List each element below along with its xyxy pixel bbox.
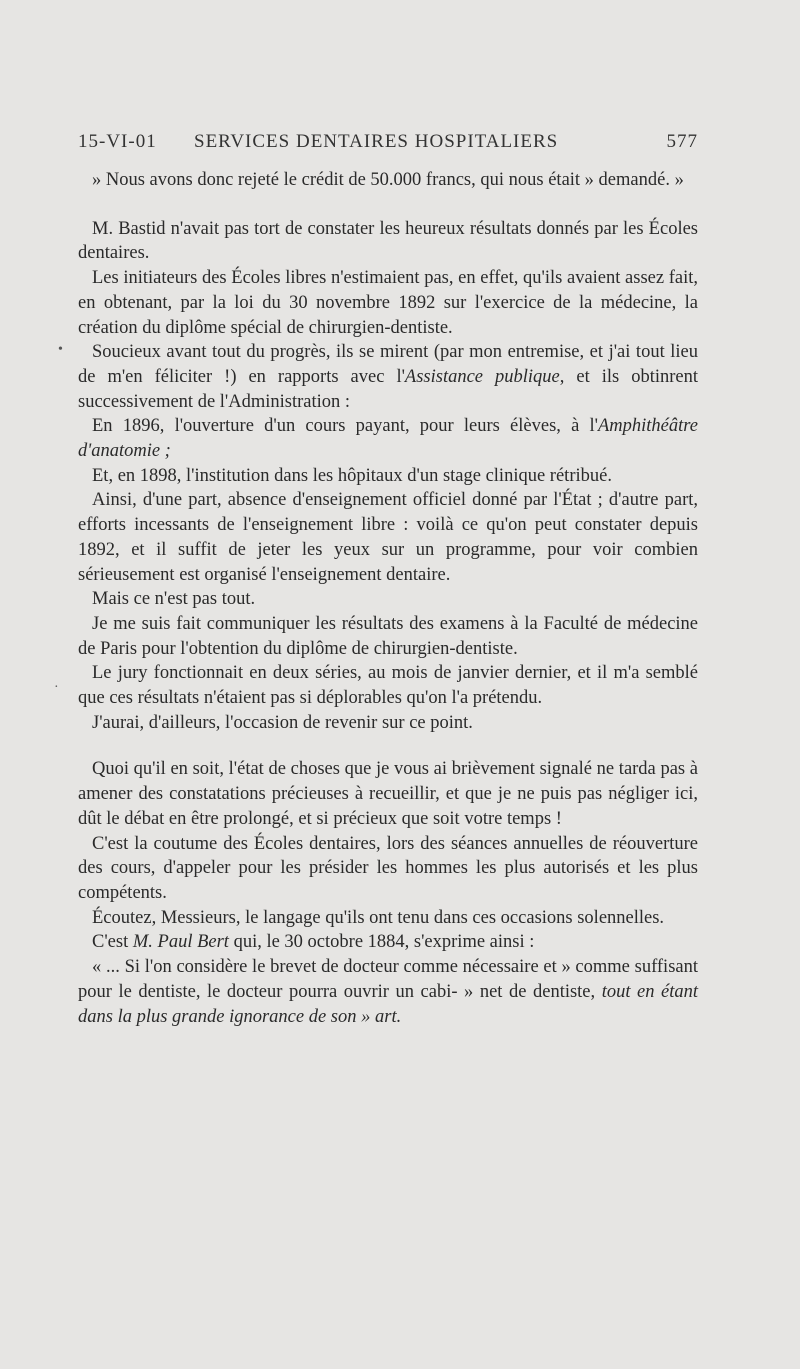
paragraph: J'aurai, d'ailleurs, l'occasion de revenir sur ce point. — [92, 712, 473, 733]
italic-text: tout en étant dans la plus grande ignorance de son » art. — [78, 981, 698, 1027]
paragraph: Je me suis fait communiquer les résultats des examens à la Faculté de médecine de Paris pour l'obtention du diplôme de chirurgien-dentiste. — [78, 613, 698, 659]
text-run: C'est — [92, 932, 133, 953]
paragraph: Mais ce n'est pas tout. — [92, 589, 256, 610]
text-run: Soucieux avant tout du progrès, ils se mirent (par mon entremise, et j'ai tout lieu de m'en féliciter !) en rapports avec l' — [78, 342, 698, 387]
paragraph: Les initiateurs des Écoles libres n'estimaient pas, en effet, qu'ils avaient assez fait, en obtenant, par la loi du 30 novembre 1892 sur l'exercice de la médecine, la création du diplôme spécial de chirurgien-dentiste. — [78, 268, 698, 338]
page-number: 577 — [666, 131, 698, 152]
italic-text: M. Paul Bert — [132, 932, 229, 953]
paragraph: Ainsi, d'une part, absence d'enseignement officiel donné par l'État ; d'autre part, efforts incessants de l'enseignement libre : voilà ce qu'on peut constater depuis 1892, et il suffit de jeter les yeux sur un programme, pour voir combien sérieusement est organisé l'enseignement dentaire. — [78, 490, 698, 585]
margin-dot: • — [58, 342, 63, 357]
text-run: En 1896, l'ouverture d'un cours payant, pour leurs élèves, à l' — [92, 416, 598, 437]
paragraph: Quoi qu'il en soit, l'état de choses que je vous ai brièvement signalé ne tarda pas à amener des constatations précieuses à recueillir, et que je ne puis pas négliger ici, dût le débat en être prolongé, et si précieux que soit votre temps ! — [78, 759, 698, 829]
text-run: qui, le 30 octobre 1884, s'exprime ainsi : — [228, 932, 535, 953]
paragraph — [78, 340, 698, 414]
italic-text: Amphithéâtre d'anatomie ; — [78, 416, 698, 462]
paragraph: Et, en 1898, l'institution dans les hôpitaux d'un stage clinique rétribué. — [92, 465, 612, 486]
margin-dot: · — [54, 680, 59, 695]
running-header — [78, 131, 698, 159]
paragraph — [78, 414, 698, 463]
header-title: SERVICES DENTAIRES HOSPITALIERS — [194, 131, 559, 152]
paragraph: C'est la coutume des Écoles dentaires, lors des séances annuelles de réouverture des cours, d'appeler pour les présider les hommes les plus autorisés et les plus compétents. — [78, 833, 698, 903]
header-date: 15-VI-01 — [78, 131, 157, 152]
quote-paragraph — [78, 955, 698, 1029]
page-body — [78, 168, 698, 1029]
italic-text: Assistance publique — [404, 366, 560, 387]
paragraph: M. Bastid n'avait pas tort de constater les heureux résultats donnés par les Écoles dentaires. — [78, 218, 698, 264]
paragraph: » Nous avons donc rejeté le crédit de 50.000 francs, qui nous était » demandé. » — [92, 170, 684, 190]
paragraph: Le jury fonctionnait en deux séries, au mois de janvier dernier, et il m'a semblé que ces résultats n'étaient pas si déplorables qu'on l'a prétendu. — [78, 663, 698, 709]
text-run: « ... Si l'on considère le brevet de docteur comme nécessaire et » comme suffisant pour le dentiste, le docteur pourra ouvrir un cabi- » net de dentiste, — [78, 957, 698, 1002]
paragraph — [78, 930, 698, 955]
paragraph: Écoutez, Messieurs, le langage qu'ils ont tenu dans ces occasions solennelles. — [92, 907, 665, 928]
text-run: , et ils obtinrent successivement de l'Administration : — [78, 366, 699, 412]
